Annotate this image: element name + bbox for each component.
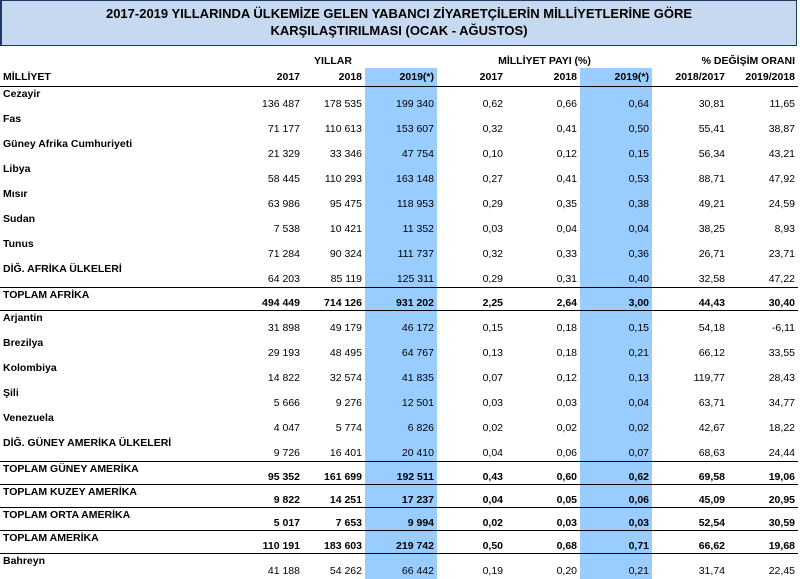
cell-p2018: 0,35 xyxy=(506,187,580,212)
cell-v2019: 41 835 xyxy=(365,361,437,386)
cell-d1: 63,71 xyxy=(652,386,728,411)
cell-d2: 19,06 xyxy=(728,462,798,485)
cell-p2018: 0,41 xyxy=(506,162,580,187)
row-label: Brezilya xyxy=(0,336,229,361)
cell-v2018: 14 251 xyxy=(303,485,365,508)
cell-v2017: 29 193 xyxy=(229,336,303,361)
cell-d1: 88,71 xyxy=(652,162,728,187)
cell-p2018: 0,31 xyxy=(506,262,580,288)
table-row xyxy=(0,162,798,187)
cell-p2019: 0,21 xyxy=(580,554,652,579)
cell-d2: 24,59 xyxy=(728,187,798,212)
cell-d1: 31,74 xyxy=(652,554,728,579)
cell-d1: 54,18 xyxy=(652,311,728,337)
cell-p2018: 0,33 xyxy=(506,237,580,262)
cell-v2019: 931 202 xyxy=(365,288,437,311)
cell-v2019: 153 607 xyxy=(365,112,437,137)
table-row xyxy=(0,411,798,436)
cell-p2019: 0,40 xyxy=(580,262,652,288)
row-label: TOPLAM AMERİKA xyxy=(0,531,229,554)
cell-p2019: 0,04 xyxy=(580,386,652,411)
cell-d2: 20,95 xyxy=(728,485,798,508)
cell-d2: 19,68 xyxy=(728,531,798,554)
row-label: Fas xyxy=(0,112,229,137)
table-row xyxy=(0,112,798,137)
cell-v2018: 85 119 xyxy=(303,262,365,288)
header-p2017: 2017 xyxy=(437,68,506,87)
table-total-row xyxy=(0,288,798,311)
group-yillar: YILLAR xyxy=(229,54,437,68)
cell-d2: 8,93 xyxy=(728,212,798,237)
row-label: TOPLAM KUZEY AMERİKA xyxy=(0,485,229,508)
cell-p2017: 0,50 xyxy=(437,531,506,554)
cell-d1: 56,34 xyxy=(652,137,728,162)
row-label: DİĞ. AFRİKA ÜLKELERİ xyxy=(0,262,229,288)
column-header-row xyxy=(0,68,798,87)
cell-d2: 11,65 xyxy=(728,87,798,113)
table-total-row xyxy=(0,531,798,554)
cell-v2018: 161 699 xyxy=(303,462,365,485)
cell-p2018: 0,66 xyxy=(506,87,580,113)
cell-d2: 30,59 xyxy=(728,508,798,531)
table-body xyxy=(0,54,798,579)
cell-v2018: 183 603 xyxy=(303,531,365,554)
group-header-row xyxy=(0,54,798,68)
cell-d2: -6,11 xyxy=(728,311,798,337)
cell-d1: 26,71 xyxy=(652,237,728,262)
cell-v2019: 12 501 xyxy=(365,386,437,411)
cell-d2: 18,22 xyxy=(728,411,798,436)
row-label: TOPLAM AFRİKA xyxy=(0,288,229,311)
cell-d2: 22,45 xyxy=(728,554,798,579)
cell-v2018: 110 293 xyxy=(303,162,365,187)
row-label: DİĞ. GÜNEY AMERİKA ÜLKELERİ xyxy=(0,436,229,462)
cell-p2017: 0,43 xyxy=(437,462,506,485)
cell-v2017: 5 666 xyxy=(229,386,303,411)
row-label: Kolombiya xyxy=(0,361,229,386)
cell-p2017: 0,04 xyxy=(437,436,506,462)
cell-d1: 42,67 xyxy=(652,411,728,436)
cell-v2019: 192 511 xyxy=(365,462,437,485)
cell-v2019: 11 352 xyxy=(365,212,437,237)
cell-d2: 38,87 xyxy=(728,112,798,137)
table-total-row xyxy=(0,508,798,531)
cell-d1: 45,09 xyxy=(652,485,728,508)
cell-p2018: 0,05 xyxy=(506,485,580,508)
cell-p2018: 0,12 xyxy=(506,361,580,386)
cell-p2018: 0,04 xyxy=(506,212,580,237)
cell-p2018: 2,64 xyxy=(506,288,580,311)
cell-p2019: 0,62 xyxy=(580,462,652,485)
cell-v2017: 9 822 xyxy=(229,485,303,508)
row-label: Bahreyn xyxy=(0,554,229,579)
row-label: Sudan xyxy=(0,212,229,237)
cell-d2: 30,40 xyxy=(728,288,798,311)
row-label: Venezuela xyxy=(0,411,229,436)
table-row xyxy=(0,336,798,361)
cell-v2019: 9 994 xyxy=(365,508,437,531)
cell-p2018: 0,68 xyxy=(506,531,580,554)
header-d1918: 2019/2018 xyxy=(728,68,798,87)
cell-v2019: 219 742 xyxy=(365,531,437,554)
cell-p2018: 0,06 xyxy=(506,436,580,462)
cell-p2017: 0,32 xyxy=(437,112,506,137)
cell-p2018: 0,41 xyxy=(506,112,580,137)
cell-v2017: 71 177 xyxy=(229,112,303,137)
cell-p2018: 0,02 xyxy=(506,411,580,436)
table-row xyxy=(0,361,798,386)
cell-v2017: 63 986 xyxy=(229,187,303,212)
cell-v2019: 118 953 xyxy=(365,187,437,212)
cell-p2017: 0,03 xyxy=(437,212,506,237)
cell-p2018: 0,20 xyxy=(506,554,580,579)
report-title-box xyxy=(0,0,797,46)
cell-p2017: 0,15 xyxy=(437,311,506,337)
cell-v2018: 49 179 xyxy=(303,311,365,337)
cell-v2017: 71 284 xyxy=(229,237,303,262)
cell-p2017: 0,27 xyxy=(437,162,506,187)
row-label: Tunus xyxy=(0,237,229,262)
cell-d2: 24,44 xyxy=(728,436,798,462)
cell-p2018: 0,60 xyxy=(506,462,580,485)
row-label: Arjantin xyxy=(0,311,229,337)
cell-d1: 55,41 xyxy=(652,112,728,137)
table-row xyxy=(0,187,798,212)
cell-d1: 38,25 xyxy=(652,212,728,237)
cell-p2018: 0,03 xyxy=(506,508,580,531)
cell-v2017: 494 449 xyxy=(229,288,303,311)
cell-v2017: 9 726 xyxy=(229,436,303,462)
cell-p2019: 0,13 xyxy=(580,361,652,386)
cell-v2018: 110 613 xyxy=(303,112,365,137)
cell-d1: 32,58 xyxy=(652,262,728,288)
row-label: TOPLAM ORTA AMERİKA xyxy=(0,508,229,531)
cell-v2017: 31 898 xyxy=(229,311,303,337)
header-y2019: 2019(*) xyxy=(365,68,437,87)
cell-v2018: 32 574 xyxy=(303,361,365,386)
table-row xyxy=(0,87,798,113)
cell-p2017: 0,19 xyxy=(437,554,506,579)
cell-v2017: 58 445 xyxy=(229,162,303,187)
header-p2019: 2019(*) xyxy=(580,68,652,87)
cell-d1: 119,77 xyxy=(652,361,728,386)
table-row xyxy=(0,554,798,579)
cell-p2018: 0,12 xyxy=(506,137,580,162)
cell-v2018: 33 346 xyxy=(303,137,365,162)
cell-v2019: 17 237 xyxy=(365,485,437,508)
cell-v2017: 7 538 xyxy=(229,212,303,237)
cell-v2019: 6 826 xyxy=(365,411,437,436)
cell-v2019: 46 172 xyxy=(365,311,437,337)
cell-v2017: 14 822 xyxy=(229,361,303,386)
cell-d1: 30,81 xyxy=(652,87,728,113)
cell-p2019: 0,64 xyxy=(580,87,652,113)
row-label: Cezayir xyxy=(0,87,229,113)
cell-v2018: 95 475 xyxy=(303,187,365,212)
cell-v2017: 5 017 xyxy=(229,508,303,531)
cell-v2017: 41 188 xyxy=(229,554,303,579)
cell-v2018: 10 421 xyxy=(303,212,365,237)
header-y2017: 2017 xyxy=(229,68,303,87)
cell-v2017: 64 203 xyxy=(229,262,303,288)
cell-p2019: 0,50 xyxy=(580,112,652,137)
cell-v2019: 125 311 xyxy=(365,262,437,288)
cell-v2019: 199 340 xyxy=(365,87,437,113)
cell-v2019: 66 442 xyxy=(365,554,437,579)
cell-p2019: 0,21 xyxy=(580,336,652,361)
cell-p2017: 0,32 xyxy=(437,237,506,262)
cell-p2017: 0,07 xyxy=(437,361,506,386)
cell-p2017: 0,03 xyxy=(437,386,506,411)
table-row xyxy=(0,436,798,462)
cell-p2019: 0,07 xyxy=(580,436,652,462)
row-label: Güney Afrika Cumhuriyeti xyxy=(0,137,229,162)
header-d1817: 2018/2017 xyxy=(652,68,728,87)
cell-d1: 49,21 xyxy=(652,187,728,212)
cell-d2: 23,71 xyxy=(728,237,798,262)
visitor-table xyxy=(0,54,798,579)
cell-v2017: 136 487 xyxy=(229,87,303,113)
cell-p2018: 0,18 xyxy=(506,311,580,337)
cell-d2: 34,77 xyxy=(728,386,798,411)
table-row xyxy=(0,262,798,288)
cell-v2018: 54 262 xyxy=(303,554,365,579)
cell-v2017: 110 191 xyxy=(229,531,303,554)
cell-v2019: 111 737 xyxy=(365,237,437,262)
cell-v2018: 16 401 xyxy=(303,436,365,462)
cell-p2017: 0,04 xyxy=(437,485,506,508)
table-row xyxy=(0,212,798,237)
cell-v2017: 95 352 xyxy=(229,462,303,485)
cell-d1: 66,62 xyxy=(652,531,728,554)
cell-d1: 52,54 xyxy=(652,508,728,531)
cell-p2017: 0,10 xyxy=(437,137,506,162)
cell-v2018: 90 324 xyxy=(303,237,365,262)
group-degisim: % DEĞİŞİM ORANI xyxy=(652,54,798,68)
cell-p2017: 0,02 xyxy=(437,411,506,436)
cell-p2019: 0,03 xyxy=(580,508,652,531)
cell-p2017: 0,13 xyxy=(437,336,506,361)
report-title-line2: KARŞILAŞTIRILMASI (OCAK - AĞUSTOS) xyxy=(2,22,796,39)
cell-v2019: 64 767 xyxy=(365,336,437,361)
cell-v2018: 9 276 xyxy=(303,386,365,411)
cell-p2017: 0,29 xyxy=(437,262,506,288)
cell-p2018: 0,18 xyxy=(506,336,580,361)
cell-p2017: 0,02 xyxy=(437,508,506,531)
cell-p2017: 2,25 xyxy=(437,288,506,311)
cell-d1: 68,63 xyxy=(652,436,728,462)
cell-v2019: 163 148 xyxy=(365,162,437,187)
row-label: Mısır xyxy=(0,187,229,212)
cell-v2018: 178 535 xyxy=(303,87,365,113)
cell-p2019: 0,04 xyxy=(580,212,652,237)
table-total-row xyxy=(0,462,798,485)
cell-p2018: 0,03 xyxy=(506,386,580,411)
header-p2018: 2018 xyxy=(506,68,580,87)
cell-v2017: 4 047 xyxy=(229,411,303,436)
cell-p2019: 0,38 xyxy=(580,187,652,212)
row-label: Libya xyxy=(0,162,229,187)
row-label: Şili xyxy=(0,386,229,411)
table-row xyxy=(0,386,798,411)
cell-p2017: 0,62 xyxy=(437,87,506,113)
header-y2018: 2018 xyxy=(303,68,365,87)
cell-d1: 44,43 xyxy=(652,288,728,311)
cell-p2019: 0,53 xyxy=(580,162,652,187)
cell-p2017: 0,29 xyxy=(437,187,506,212)
cell-p2019: 0,15 xyxy=(580,311,652,337)
cell-p2019: 3,00 xyxy=(580,288,652,311)
table-row xyxy=(0,237,798,262)
cell-v2018: 714 126 xyxy=(303,288,365,311)
cell-p2019: 0,02 xyxy=(580,411,652,436)
cell-p2019: 0,36 xyxy=(580,237,652,262)
cell-d1: 69,58 xyxy=(652,462,728,485)
cell-d2: 47,22 xyxy=(728,262,798,288)
table-total-row xyxy=(0,485,798,508)
cell-v2019: 20 410 xyxy=(365,436,437,462)
cell-v2018: 48 495 xyxy=(303,336,365,361)
cell-p2019: 0,71 xyxy=(580,531,652,554)
cell-v2017: 21 329 xyxy=(229,137,303,162)
report-title-line1: 2017-2019 YILLARINDA ÜLKEMİZE GELEN YABANCI ZİYARETÇİLERİN MİLLİYETLERİNE GÖRE xyxy=(2,1,796,22)
cell-d2: 28,43 xyxy=(728,361,798,386)
cell-d2: 33,55 xyxy=(728,336,798,361)
cell-v2018: 7 653 xyxy=(303,508,365,531)
table-row xyxy=(0,311,798,337)
cell-d1: 66,12 xyxy=(652,336,728,361)
cell-v2019: 47 754 xyxy=(365,137,437,162)
cell-d2: 47,92 xyxy=(728,162,798,187)
cell-v2018: 5 774 xyxy=(303,411,365,436)
table-row xyxy=(0,137,798,162)
group-pay: MİLLİYET PAYI (%) xyxy=(437,54,652,68)
cell-d2: 43,21 xyxy=(728,137,798,162)
row-label: TOPLAM GÜNEY AMERİKA xyxy=(0,462,229,485)
cell-p2019: 0,06 xyxy=(580,485,652,508)
cell-p2019: 0,15 xyxy=(580,137,652,162)
header-milliyet: MİLLİYET xyxy=(0,68,229,87)
